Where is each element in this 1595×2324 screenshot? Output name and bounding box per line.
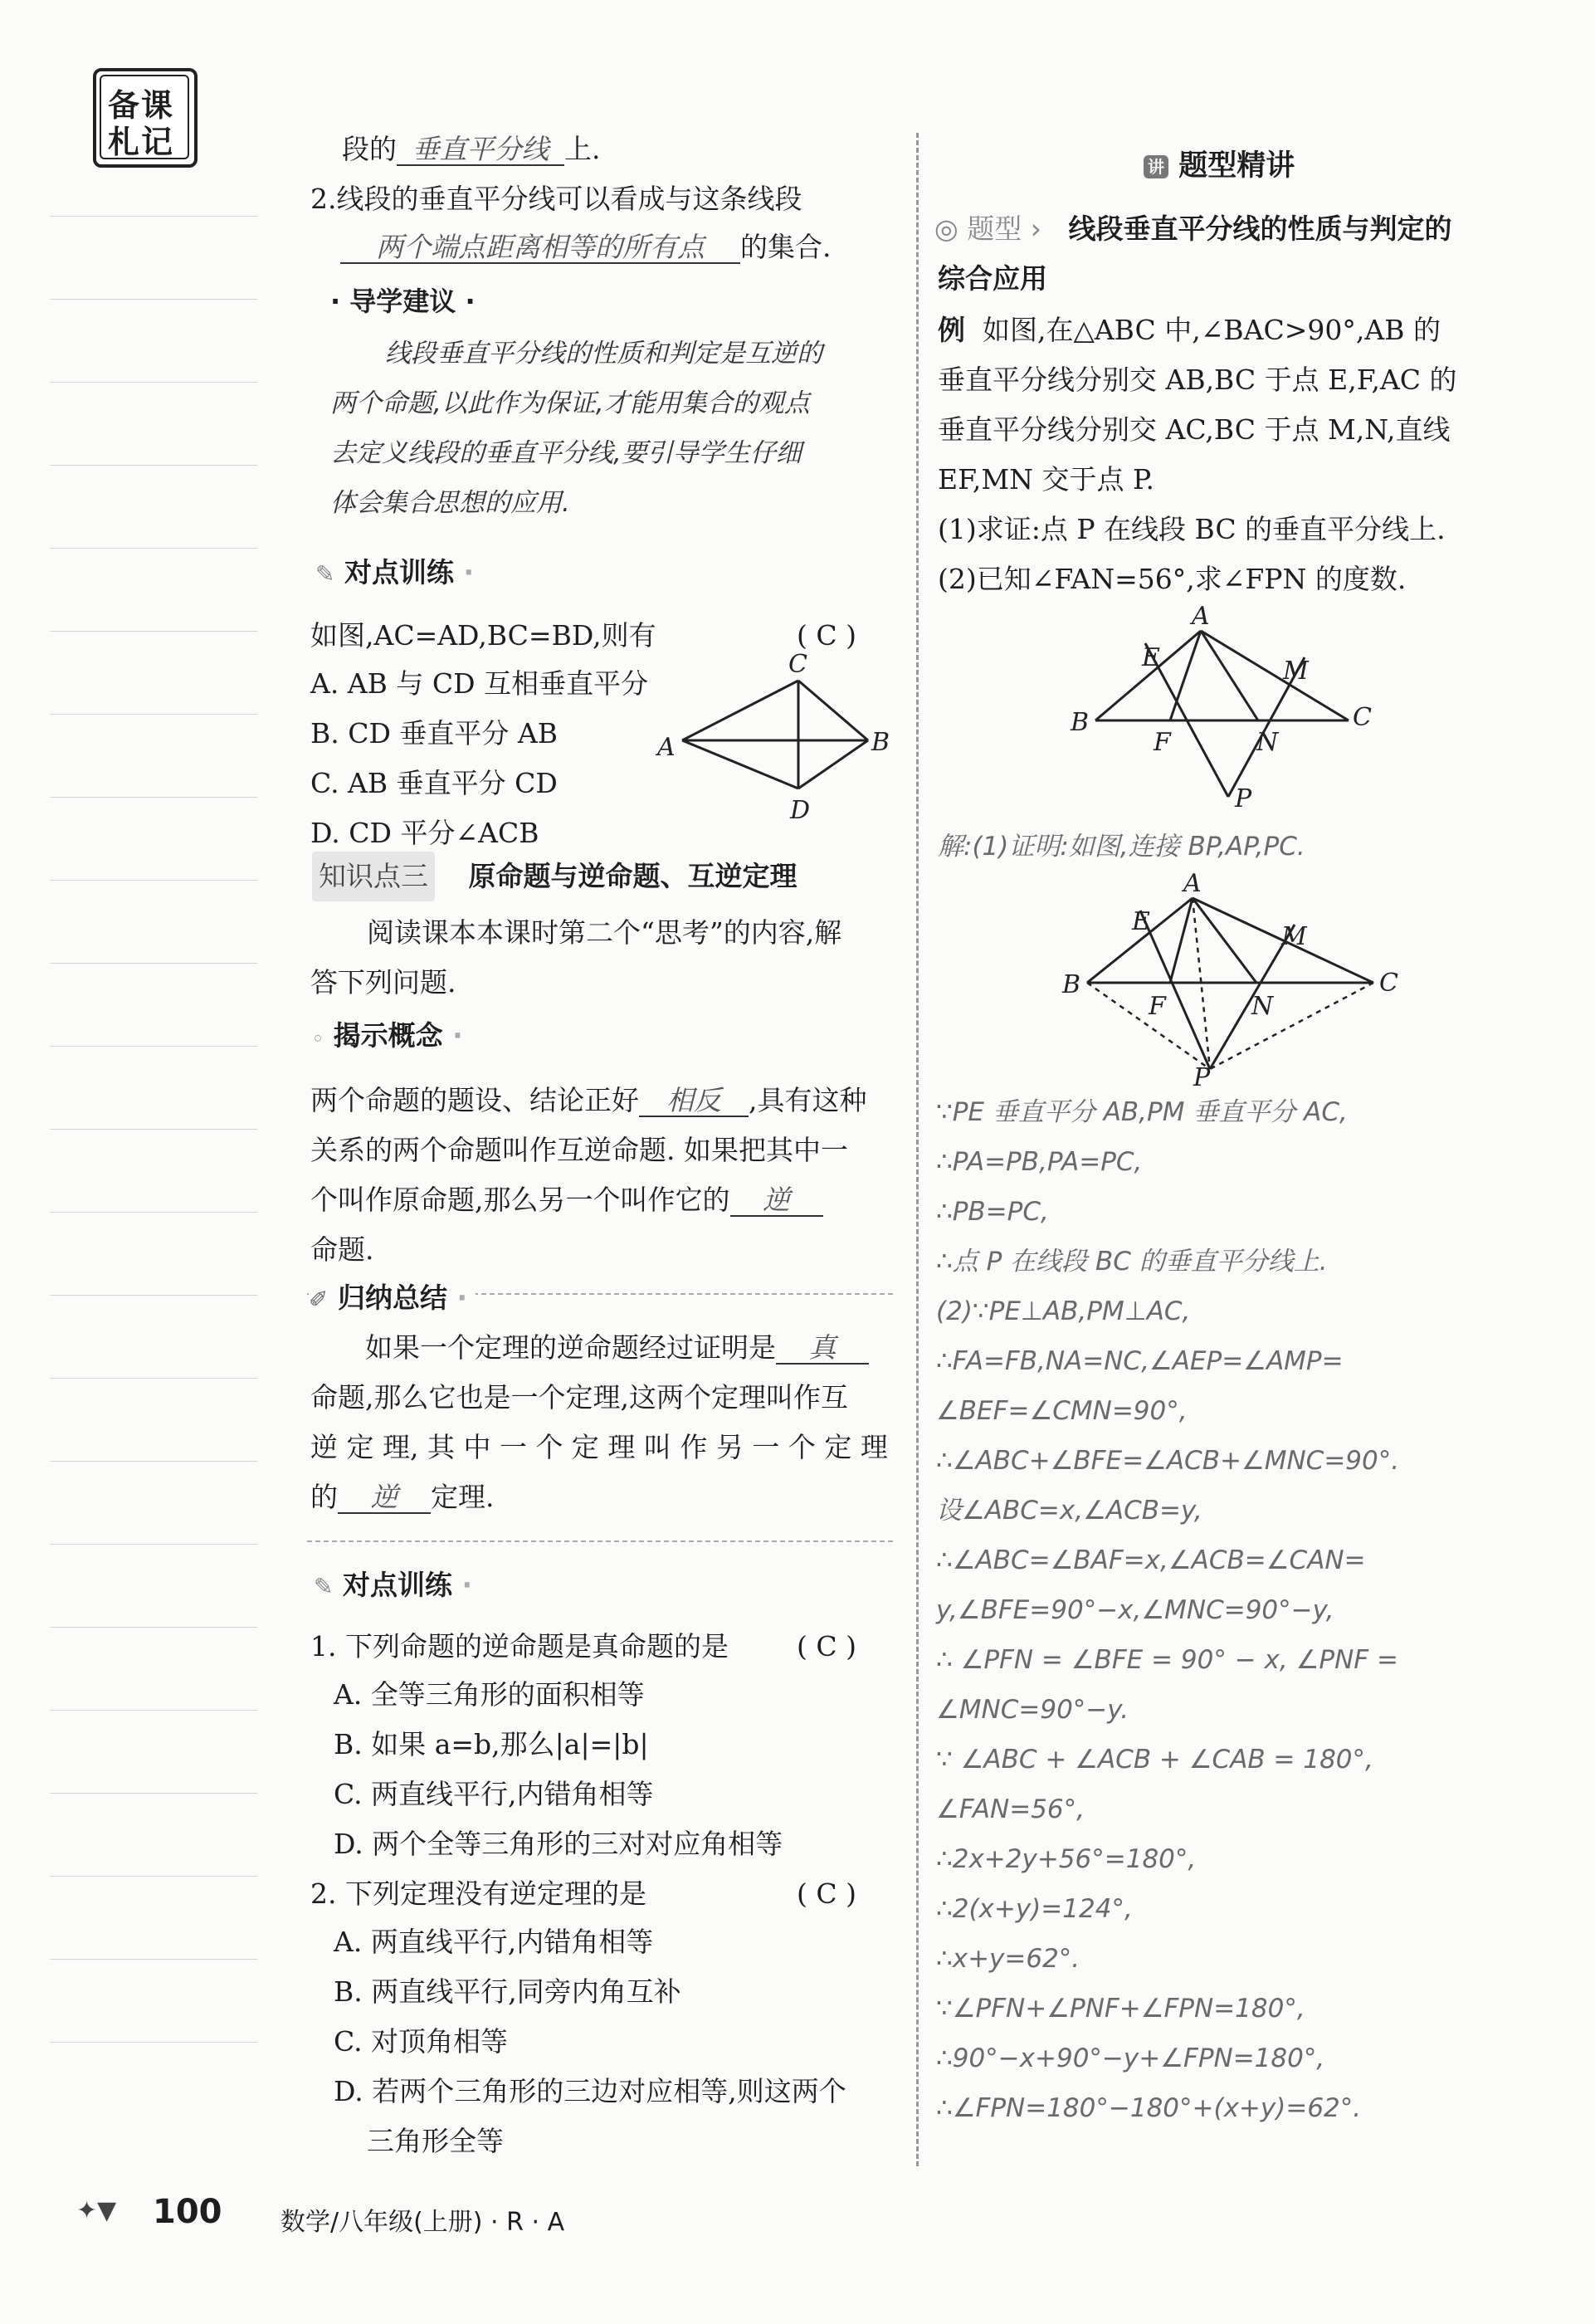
label-p: P	[1193, 1063, 1211, 1092]
label-n: N	[1256, 728, 1279, 757]
text: 的集合.	[740, 231, 832, 263]
solution-line: ∴PB=PC,	[936, 1197, 1049, 1227]
q-stem: 如图,AC=AD,BC=BD,则有	[310, 619, 656, 652]
text: 如图,在△ABC 中,∠BAC>90°,AB 的	[982, 314, 1441, 346]
text: 命题,那么它也是一个定理,这两个定理叫作互	[310, 1381, 848, 1413]
text-line	[310, 1472, 888, 1522]
kite-figure	[647, 647, 896, 838]
text: 答下列问题.	[310, 966, 456, 998]
q2-options	[334, 1917, 846, 2166]
label-p: P	[1235, 784, 1252, 813]
train1-title: ✎ 对点训练 ·	[315, 556, 475, 588]
solution-line: ∴∠FPN=180°−180°+(x+y)=62°.	[936, 2093, 1362, 2123]
concept-text	[310, 1076, 867, 1275]
q1-options	[334, 1670, 783, 1869]
segment-ac	[1201, 631, 1349, 720]
text: EF,MN 交于点 P.	[938, 463, 1154, 496]
column-divider	[916, 133, 919, 2166]
option: D. 若两个三角形的三边对应相等,则这两个	[334, 2075, 846, 2107]
solution-line: (2)∵PE⊥AB,PM⊥AC,	[936, 1296, 1191, 1326]
option: D. CD 平分∠ACB	[310, 817, 539, 849]
stamp-line1: 备课	[108, 87, 175, 124]
solution-intro: 解:(1)证明:如图,连接 BP,AP,PC.	[938, 832, 1305, 862]
text: 个叫作原命题,那么另一个叫作它的	[310, 1184, 730, 1216]
solution-text	[936, 1087, 1399, 2133]
answer-blank: 两个端点距离相等的所有点	[340, 232, 740, 264]
option: C. 两直线平行,内错角相等	[334, 1778, 654, 1810]
text: 阅读课本本课时第二个“思考”的内容,解	[367, 916, 842, 949]
text: 逆 定 理, 其 中 一 个 定 理 叫 作 另 一 个 定 理	[310, 1431, 888, 1463]
label-b: B	[871, 728, 890, 757]
label-m: M	[1281, 922, 1307, 951]
option: A. AB 与 CD 互相垂直平分	[310, 667, 649, 700]
kp-heading	[312, 852, 798, 901]
read-text	[310, 908, 841, 1008]
line-ef	[1140, 911, 1210, 1069]
book-icon: 讲	[1144, 155, 1168, 178]
solution-line: ∵∠PFN+∠PNF+∠FPN=180°,	[936, 1994, 1305, 2024]
type-title-cont: 综合应用	[938, 262, 1047, 295]
q-answer: ( C )	[797, 619, 856, 652]
guide-line: 两个命题,以此作为保证,才能用集合的观点	[330, 388, 810, 418]
label-d: D	[790, 796, 811, 825]
kp-tag: 知识点三	[312, 852, 435, 901]
guide-text	[330, 329, 895, 528]
q2-answer: ( C )	[797, 1877, 856, 1910]
label-n: N	[1251, 992, 1274, 1021]
label-c: C	[1353, 703, 1372, 732]
segment-an	[1193, 898, 1256, 983]
summary-text	[310, 1323, 888, 1522]
text-line	[310, 1076, 867, 1125]
q2-stem: 2. 下列定理没有逆定理的是	[310, 1877, 646, 1910]
label-c: C	[788, 650, 807, 679]
solution-line: ∠MNC=90°−y.	[936, 1695, 1129, 1725]
guide-line: 线段垂直平分线的性质和判定是互逆的	[385, 339, 822, 369]
solution-line: ∴FA=FB,NA=NC,∠AEP=∠AMP=	[936, 1346, 1344, 1376]
solution-line: ∴2(x+y)=124°,	[936, 1894, 1133, 1924]
text: ,具有这种	[749, 1084, 867, 1116]
label-a: A	[657, 733, 676, 762]
type-badge: ◎ 题型 ›	[934, 212, 1041, 245]
text: 段的	[342, 133, 397, 165]
option: B. 两直线平行,同旁内角互补	[334, 1975, 681, 2008]
guide-line: 体会集合思想的应用.	[330, 488, 570, 518]
section-title	[1144, 143, 1295, 184]
type-title: 线段垂直平分线的性质与判定的	[1068, 212, 1452, 245]
text-line	[310, 1323, 888, 1373]
lesson-notes-stamp	[93, 68, 198, 168]
label-b: B	[1071, 708, 1090, 737]
option: B. 如果 a=b,那么|a|=|b|	[334, 1728, 649, 1760]
book-title: 数学/八年级(上册) · R · A	[280, 2208, 565, 2237]
text-line	[310, 1175, 867, 1225]
answer-blank: 真	[776, 1333, 869, 1365]
section-label: 对点训练	[344, 556, 454, 588]
section-label: 归纳总结	[337, 1282, 447, 1314]
pencil-icon: ✎	[314, 1573, 334, 1600]
text: 命题.	[310, 1233, 374, 1266]
answer-blank: 逆	[338, 1482, 431, 1514]
solution-line: ∴PA=PB,PA=PC,	[936, 1147, 1143, 1177]
solution-line: ∴2x+2y+56°=180°,	[936, 1844, 1197, 1874]
section-label: 揭示概念	[333, 1019, 443, 1052]
solution-line: ∴∠ABC+∠BFE=∠ACB+∠MNC=90°.	[936, 1446, 1400, 1476]
solution-line: ∵ ∠ABC + ∠ACB + ∠CAB = 180°,	[936, 1745, 1373, 1775]
q1-stem: 1. 下列命题的逆命题是真命题的是	[310, 1630, 729, 1662]
solution-line: 设∠ABC=x,∠ACB=y,	[936, 1496, 1202, 1526]
solution-figure	[1054, 873, 1402, 1092]
footer-ornament: ✦▼	[76, 2196, 117, 2225]
left-line-1	[342, 124, 601, 174]
segment-af	[1170, 898, 1193, 983]
type-tag: 题型	[967, 212, 1022, 245]
solution-line: y,∠BFE=90°−x,∠MNC=90°−y,	[936, 1595, 1334, 1625]
label-b: B	[1062, 970, 1081, 999]
label-f: F	[1149, 992, 1166, 1021]
pencil-icon: ✎	[315, 560, 335, 588]
option: C. AB 垂直平分 CD	[310, 767, 558, 799]
page-number: 100	[153, 2193, 222, 2231]
segment-cb	[798, 681, 868, 740]
option: B. CD 垂直平分 AB	[310, 717, 558, 749]
text: 上.	[564, 133, 601, 165]
text: (1)求证:点 P 在线段 BC 的垂直平分线上.	[938, 513, 1446, 545]
text: 关系的两个命题叫作互逆命题. 如果把其中一	[310, 1134, 848, 1166]
option: D. 两个全等三角形的三对对应角相等	[334, 1828, 783, 1860]
example-text	[938, 305, 1457, 604]
kp-title: 原命题与逆命题、互逆定理	[468, 860, 798, 892]
bulb-icon: ◦	[312, 1029, 324, 1050]
answer-blank: 相反	[639, 1086, 749, 1117]
label-f: F	[1154, 728, 1171, 757]
section-label: 对点训练	[342, 1569, 452, 1601]
label-e: E	[1142, 643, 1160, 672]
option: C. 对顶角相等	[334, 2025, 509, 2058]
stamp-line2: 札记	[108, 124, 175, 160]
solution-line: ∴点 P 在线段 BC 的垂直平分线上.	[936, 1247, 1328, 1277]
section-label: 题型精讲	[1178, 149, 1295, 183]
example-figure	[1062, 606, 1411, 822]
solution-line: ∠FAN=56°,	[936, 1794, 1085, 1824]
option: 三角形全等	[367, 2125, 504, 2157]
solution-line: ∴x+y=62°.	[936, 1944, 1080, 1974]
left-line-2: 2.线段的垂直平分线可以看成与这条线段	[310, 183, 802, 215]
concept-title: ◦ 揭示概念 ·	[312, 1019, 463, 1052]
segment-bd	[798, 740, 868, 788]
q-options	[310, 659, 648, 858]
train2-title: ✎ 对点训练 ·	[314, 1569, 473, 1601]
label-e: E	[1132, 907, 1150, 936]
solution-line: ∠BEF=∠CMN=90°,	[936, 1396, 1188, 1426]
guide-line: 去定义线段的垂直平分线,要引导学生仔细	[330, 438, 802, 468]
segment-da	[682, 740, 798, 788]
q1-answer: ( C )	[797, 1630, 856, 1662]
text: 定理.	[431, 1481, 495, 1513]
option: A. 全等三角形的面积相等	[334, 1678, 645, 1711]
segment-an	[1201, 631, 1258, 720]
summary-title: ✐ 归纳总结 ·	[309, 1277, 476, 1316]
answer-blank: 垂直平分线	[397, 134, 564, 166]
answer-blank: 逆	[730, 1185, 823, 1217]
solution-line: ∴90°−x+90°−y+∠FPN=180°,	[936, 2043, 1325, 2073]
label-m: M	[1283, 657, 1309, 686]
text: 如果一个定理的逆命题经过证明是	[365, 1331, 776, 1364]
option: A. 两直线平行,内错角相等	[334, 1926, 654, 1958]
text: (2)已知∠FAN=56°,求∠FPN 的度数.	[938, 563, 1407, 595]
label-a: A	[1183, 873, 1202, 898]
pen-icon: ✐	[309, 1286, 329, 1313]
solution-line: ∵PE 垂直平分 AB,PM 垂直平分 AC,	[936, 1097, 1348, 1127]
text: 的	[310, 1481, 338, 1513]
type-heading	[934, 204, 1451, 254]
text-line	[938, 305, 1457, 355]
text: 垂直平分线分别交 AC,BC 于点 M,N,直线	[938, 413, 1451, 446]
solution-line: ∴∠ABC=∠BAF=x,∠ACB=∠CAN=	[936, 1545, 1366, 1575]
text: 垂直平分线分别交 AB,BC 于点 E,F,AC 的	[938, 364, 1457, 396]
label-a: A	[1192, 606, 1210, 631]
segment-ac	[682, 681, 798, 740]
example-label: 例	[938, 314, 965, 346]
label-c: C	[1379, 969, 1398, 998]
text: 两个命题的题设、结论正好	[310, 1084, 639, 1116]
left-line-3	[340, 222, 832, 272]
solution-line: ∴ ∠PFN = ∠BFE = 90° − x, ∠PNF =	[936, 1645, 1398, 1675]
guide-title: · 导学建议 ·	[330, 286, 476, 317]
